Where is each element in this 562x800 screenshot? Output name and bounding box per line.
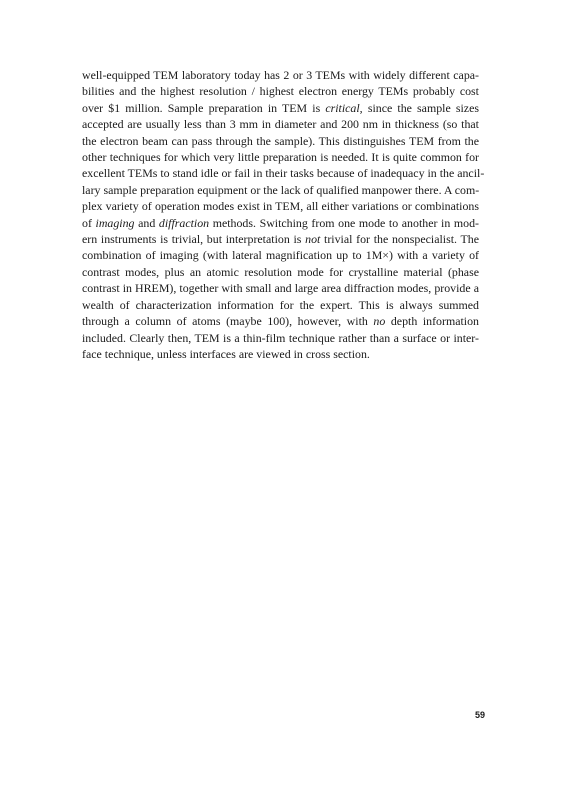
italic-term: not <box>305 232 321 247</box>
text-line <box>82 247 479 263</box>
text-line <box>82 297 479 313</box>
text-run: well-equipped TEM laboratory today has 2 or 3 TEMs with widely different capa- <box>82 68 479 82</box>
italic-term: critical, <box>325 100 363 115</box>
text-line <box>82 116 479 132</box>
italic-term: diffraction <box>158 215 210 230</box>
page-number: 59 <box>474 710 485 720</box>
text-line <box>82 231 479 247</box>
italic-term: no <box>373 314 386 329</box>
body-paragraph <box>82 67 485 362</box>
text-run: face technique, unless interfaces are viewed in cross section. <box>82 346 370 361</box>
text-line <box>82 133 479 149</box>
text-line <box>82 198 479 214</box>
text-run: methods. Switching from one mode to another in mod- <box>209 215 479 230</box>
text-run: wealth of characterization information for the expert. This is always summed <box>82 297 479 312</box>
text-line <box>82 83 479 99</box>
text-line <box>82 67 479 83</box>
text-run: accepted are usually less than 3 mm in diameter and 200 nm in thickness (so that <box>82 117 479 132</box>
text-line <box>82 215 479 231</box>
text-line <box>82 182 479 198</box>
text-run: through a column of atoms (maybe 100), however, with <box>82 314 374 329</box>
text-run: ern instruments is trivial, but interpretation is <box>82 232 306 247</box>
text-line <box>82 149 479 165</box>
text-line <box>82 100 479 116</box>
text-line <box>82 346 479 362</box>
text-line <box>82 165 485 181</box>
text-run: plex variety of operation modes exist in TEM, all either variations or combinations <box>82 199 479 214</box>
text-run: contrast in HREM), together with small and large area diffraction modes, provide a <box>82 281 479 296</box>
text-run: other techniques for which very little preparation is needed. It is quite common for <box>82 150 479 165</box>
text-run: bilities and the highest resolution / highest electron energy TEMs probably cost <box>82 84 479 99</box>
text-line <box>82 280 479 296</box>
text-line <box>82 313 479 329</box>
text-run: over $1 million. Sample preparation in TEM is <box>82 100 326 115</box>
text-run: depth information <box>385 314 479 329</box>
text-run: of <box>82 215 96 230</box>
text-run: the electron beam can pass through the sample). This distinguishes TEM from the <box>82 133 479 148</box>
text-run: trivial for the nonspecialist. The <box>320 232 479 247</box>
text-line <box>82 330 479 346</box>
text-line <box>82 264 479 280</box>
text-run: included. Clearly then, TEM is a thin-film technique rather than a surface or inter- <box>82 330 479 345</box>
text-run: and <box>134 215 159 230</box>
text-run: since the sample sizes <box>362 100 479 115</box>
text-run: lary sample preparation equipment or the lack of qualified manpower there. A com- <box>82 182 480 197</box>
text-run: excellent TEMs to stand idle or fail in their tasks because of inadequacy in the ancil- <box>82 166 485 181</box>
italic-term: imaging <box>95 215 135 230</box>
text-run: combination of imaging (with lateral magnification up to 1M×) with a variety of <box>82 248 479 263</box>
text-run: contrast modes, plus an atomic resolution mode for crystalline material (phase <box>82 264 479 279</box>
